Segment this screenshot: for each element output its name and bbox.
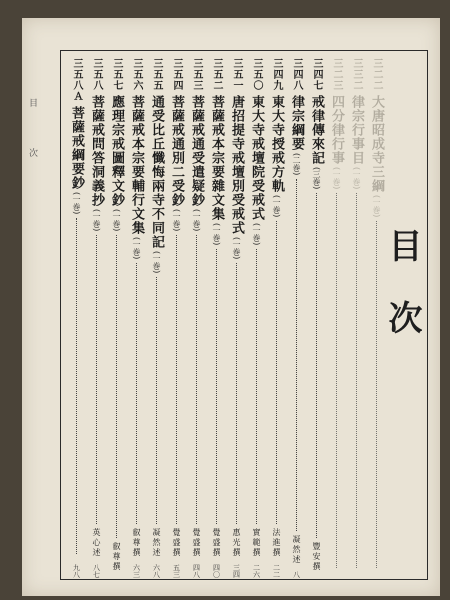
leader-dots: [156, 277, 157, 524]
entry-volumes: (一巻): [132, 237, 141, 260]
toc-entry: [127, 58, 146, 578]
toc-entry: [167, 58, 186, 578]
entry-volumes: (一巻): [112, 209, 121, 232]
entry-number: 三二二: [371, 58, 382, 91]
entry-title: 唐招提寺戒壇別受戒式: [229, 95, 244, 235]
entry-author: 實範撰: [252, 528, 261, 558]
entry-number: 三五〇: [251, 58, 262, 91]
entry-number: 三五三: [191, 58, 202, 91]
toc-entry: [227, 58, 246, 578]
entry-number: 三三二: [351, 58, 362, 91]
toc-entry: [147, 58, 166, 578]
toc-entry: [367, 58, 386, 578]
entry-author: 凝然述: [292, 535, 301, 565]
entry-author: 覺盛撰: [212, 528, 221, 558]
entry-title: 四分律行事: [329, 95, 344, 165]
leader-dots: [176, 235, 177, 524]
entry-author: 法進撰: [272, 528, 281, 558]
entry-number: 三四八: [291, 58, 302, 91]
entry-page: 四八: [192, 564, 201, 578]
toc-entry: [327, 58, 346, 578]
entry-page: 八七: [92, 564, 101, 578]
entry-page: 二二: [272, 564, 281, 578]
entry-volumes: (一巻): [252, 223, 261, 246]
entry-volumes: (一巻): [372, 195, 381, 218]
entry-page: 五三: [172, 564, 181, 578]
entry-page: 三四: [232, 564, 241, 578]
entry-title: 戒律傳來記: [309, 95, 324, 165]
entry-page: 八: [292, 571, 301, 578]
entry-page: 四〇: [212, 564, 221, 578]
book-page: [22, 18, 440, 596]
margin-label-bottom: 次: [27, 148, 37, 159]
entry-author: 叡尊撰: [132, 528, 141, 558]
entry-volumes: (一巻): [272, 195, 281, 218]
entry-page: 六三: [132, 564, 141, 578]
entry-volumes: (一巻): [192, 209, 201, 232]
margin-label-top: 目: [27, 98, 37, 109]
entry-title: 菩薩戒通受遣疑鈔: [189, 95, 204, 207]
entry-volumes: (一巻): [212, 223, 221, 246]
toc-entry: [267, 58, 286, 578]
page-title: 目次: [382, 228, 422, 372]
entry-page: 六八: [152, 564, 161, 578]
entry-author: 叡尊撰: [112, 542, 121, 572]
toc-entry: [307, 58, 326, 578]
entry-number: 三五二: [211, 58, 222, 91]
leader-dots: [336, 193, 337, 568]
toc-entry: [287, 58, 306, 578]
entry-title: 律宗行事目: [349, 95, 364, 165]
toc-entry: [107, 58, 126, 578]
toc-entry: [247, 58, 266, 578]
entry-volumes: (三巻): [312, 167, 321, 190]
entry-author: 覺盛撰: [172, 528, 181, 558]
leader-dots: [376, 221, 377, 568]
leader-dots: [356, 193, 357, 568]
entry-number: 三五五: [151, 58, 162, 91]
leader-dots: [116, 235, 117, 538]
leader-dots: [276, 221, 277, 524]
leader-dots: [96, 235, 97, 524]
entry-author: 惠光撰: [232, 528, 241, 558]
leader-dots: [136, 263, 137, 524]
leader-dots: [196, 235, 197, 524]
entry-number: 三五七: [111, 58, 122, 91]
leader-dots: [296, 179, 297, 531]
entry-number: 三二三: [331, 58, 342, 91]
entry-volumes: (一巻): [152, 251, 161, 274]
entry-title: 菩薩戒本宗要雜文集: [209, 95, 224, 221]
entry-volumes: (一巻): [72, 192, 81, 215]
entry-title: 東大寺戒壇院受戒式: [249, 95, 264, 221]
entry-title: 菩薩戒本宗要輔行文集: [129, 95, 144, 235]
toc-entry: [347, 58, 366, 578]
entry-title: 菩薩戒綱要鈔: [69, 106, 84, 190]
entry-page: 九八: [72, 564, 81, 578]
entry-number: 三五八Ａ: [71, 58, 82, 102]
entry-number: 三四七: [311, 58, 322, 91]
entry-number: 三五一: [231, 58, 242, 91]
entry-title: 大唐昭成寺三綱: [369, 95, 384, 193]
entry-volumes: (二巻): [292, 153, 301, 176]
entry-title: 律宗綱要: [289, 95, 304, 151]
entry-title: 菩薩戒通別二受鈔: [169, 95, 184, 207]
leader-dots: [236, 263, 237, 524]
entry-title: 通受比丘懺悔兩寺不同記: [149, 95, 164, 249]
entry-volumes: (一巻): [232, 237, 241, 260]
entry-author: 凝然述: [152, 528, 161, 558]
leader-dots: [76, 218, 77, 554]
toc-entry: [187, 58, 206, 578]
entry-title: 應理宗戒圖釋文鈔: [109, 95, 124, 207]
toc-entry: [87, 58, 106, 578]
entry-title: 東大寺授戒方軌: [269, 95, 284, 193]
entry-author: 豐安撰: [312, 542, 321, 572]
entry-volumes: (一巻): [332, 167, 341, 190]
entry-number: 三四九: [271, 58, 282, 91]
toc-entry: [207, 58, 226, 578]
leader-dots: [316, 193, 317, 538]
entry-author: 英心述: [92, 528, 101, 558]
entry-volumes: (一巻): [352, 167, 361, 190]
entry-number: 三五四: [171, 58, 182, 91]
leader-dots: [216, 249, 217, 524]
entry-volumes: (一巻): [172, 209, 181, 232]
entry-number: 三五八: [91, 58, 102, 91]
entry-number: 三五六: [131, 58, 142, 91]
toc-entry: [67, 58, 86, 578]
entry-page: 二六: [252, 564, 261, 578]
leader-dots: [256, 249, 257, 524]
entry-author: 覺盛撰: [192, 528, 201, 558]
entry-volumes: (一巻): [92, 209, 101, 232]
entry-title: 菩薩戒問答洞義抄: [89, 95, 104, 207]
